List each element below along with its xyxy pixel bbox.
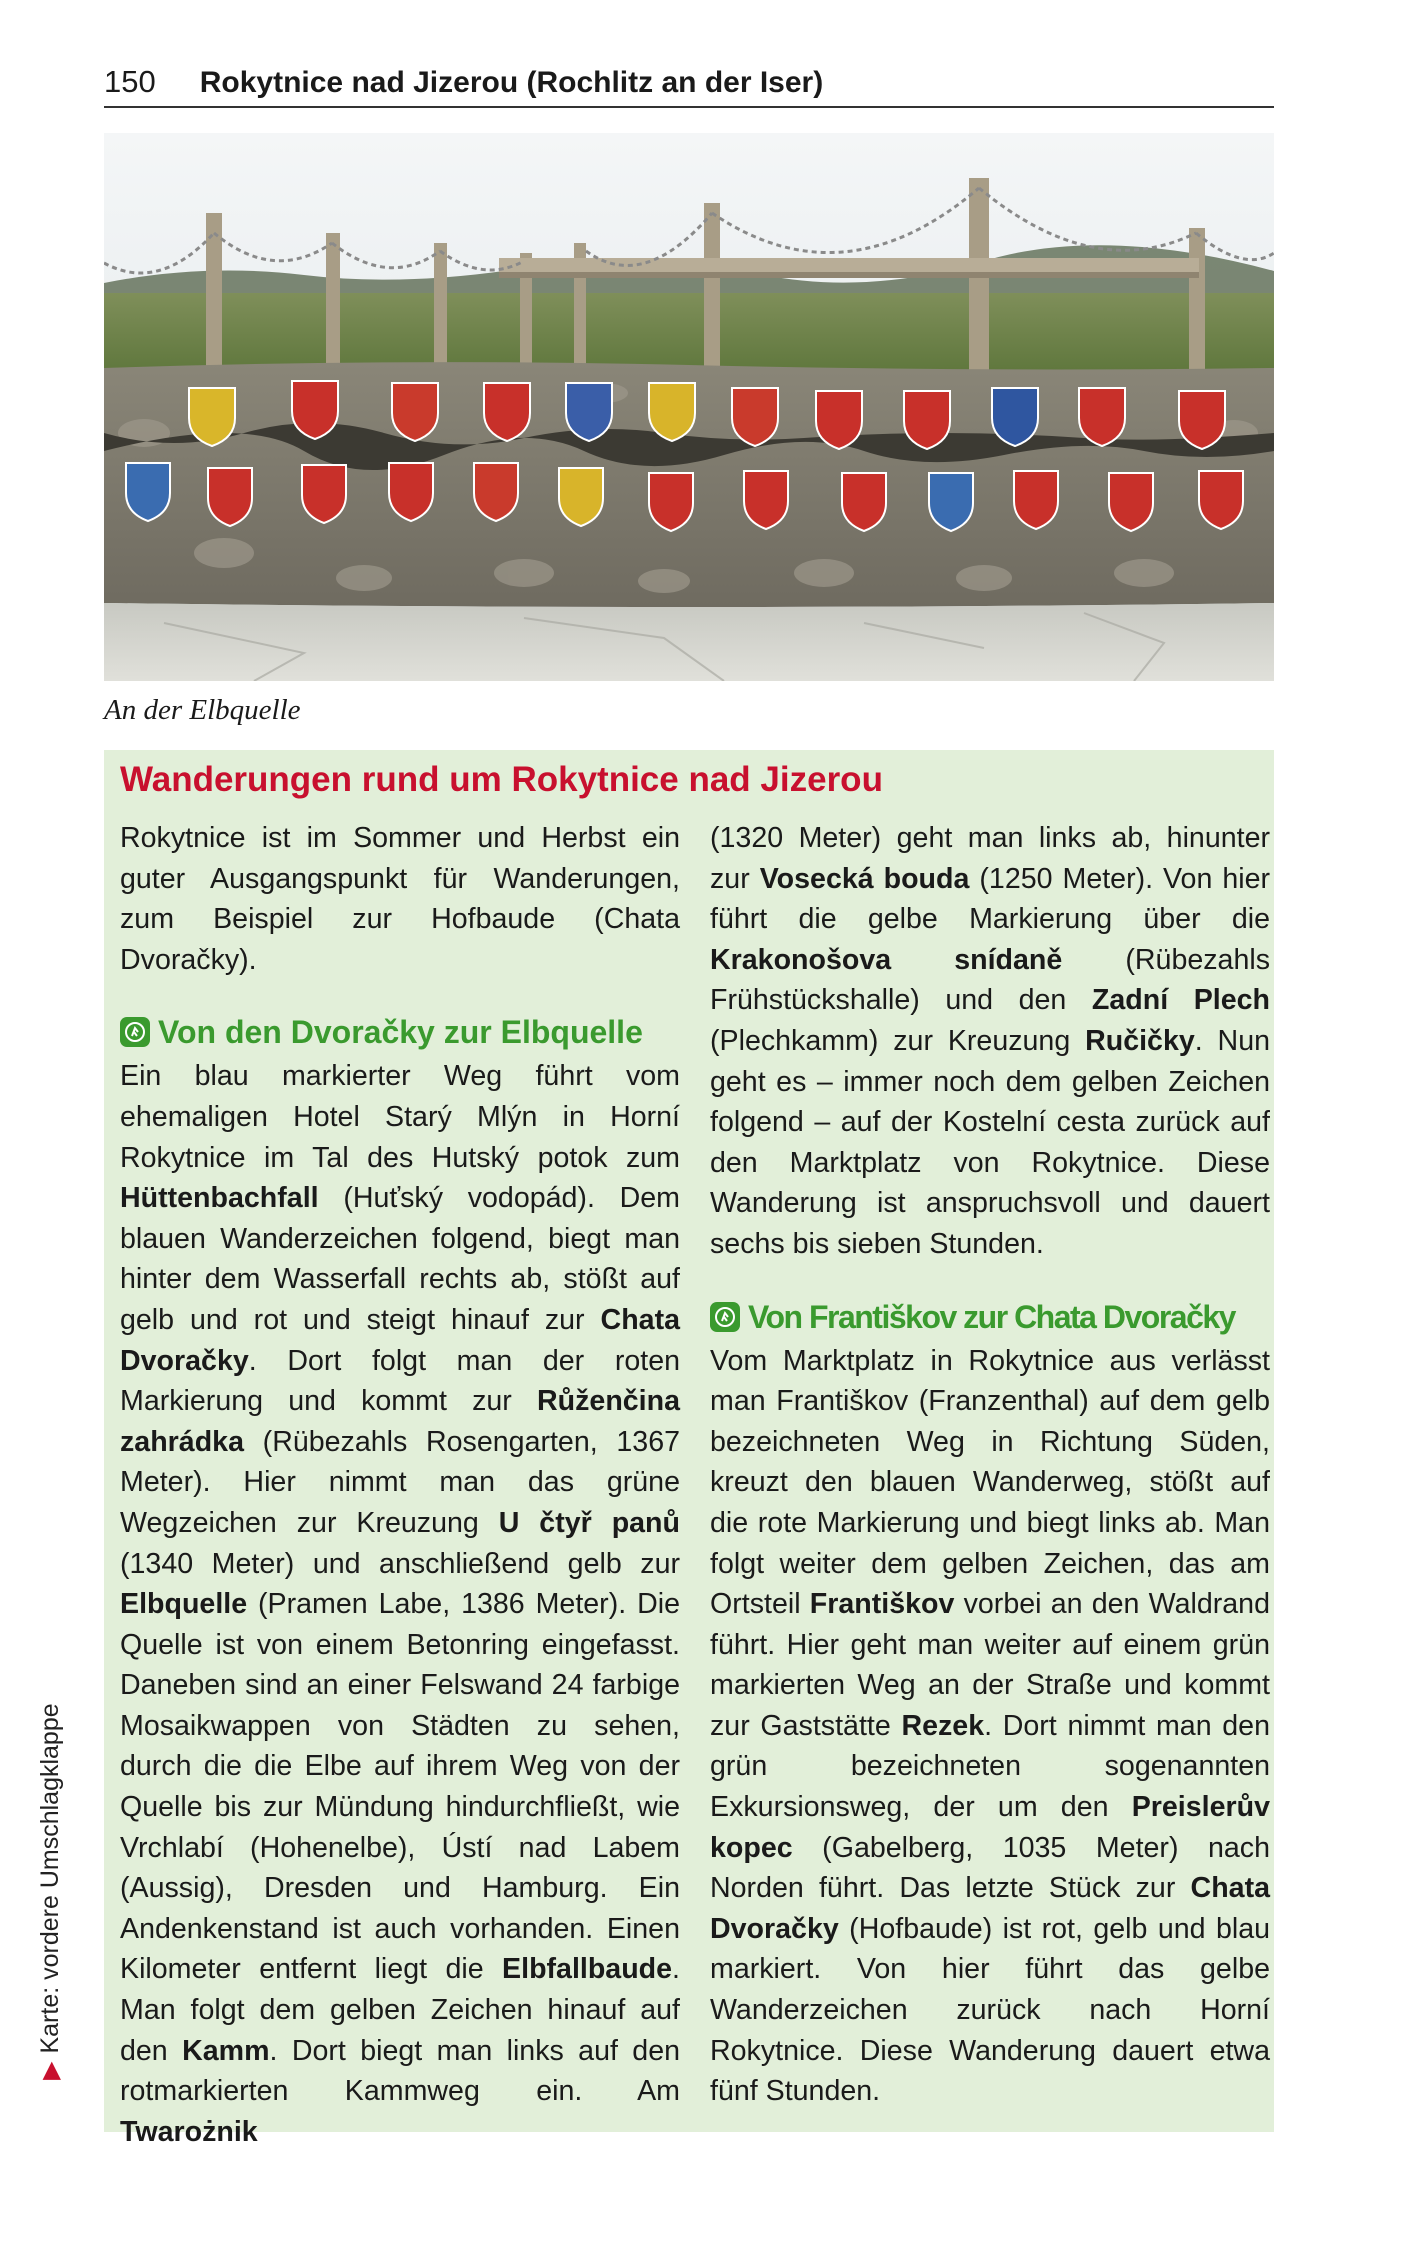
intro-paragraph: Rokytnice ist im Sommer und Herbst ein guter Ausgangspunkt für Wanderungen, zum Beispiel zur Hofbaude (Chata Dvoračky).	[120, 822, 680, 976]
triangle-right-icon: ▶	[36, 2061, 64, 2080]
elbquelle-photo	[104, 133, 1274, 681]
map-reference-label: Karte: vordere Umschlagklappe	[35, 1703, 64, 2054]
route2-heading	[710, 1295, 1270, 1339]
box-title: Wanderungen rund um Rokytnice nad Jizerou	[120, 760, 883, 799]
running-header	[104, 62, 1274, 108]
column-left	[120, 818, 680, 2152]
route2-title: Von Františkov zur Chata Dvoračky	[748, 1298, 1235, 1335]
page-number: 150	[104, 64, 156, 99]
map-reference	[30, 1700, 70, 2080]
route1-text-continued: (1320 Meter) geht man links ab, hinunter zur Vosecká bouda (1250 Meter). Von hier führt die gelbe Markierung über die Krakonošova snídaně (Rübezahls Frühstückshalle) und den Zadní Plech (Plechkamm) zur Kreuzung Ručičky. Nun geht es – immer noch dem gelben Zeichen folgend – auf der Kostelní cesta zurück auf den Marktplatz von Rokytnice. Diese Wanderung ist anspruchsvoll und dauert sechs bis sieben Stunden.	[710, 822, 1271, 1260]
hiking-icon	[710, 1302, 740, 1332]
photo-caption: An der Elbquelle	[104, 694, 301, 726]
route1-title: Von den Dvoračky zur Elbquelle	[158, 1014, 643, 1051]
info-box	[104, 750, 1274, 2148]
route1-text: Ein blau markierter Weg führt vom ehemaligen Hotel Starý Mlýn in Horní Rokytnice im Tal des Hutský potok zum Hüttenbachfall (Huťský vodopád). Dem blauen Wanderzeichen folgend, biegt man hinter dem Wasserfall rechts ab, stößt auf gelb und rot und steigt hinauf zur Chata Dvoračky. Dort folgt man der roten Markierung und kommt zur Růženčina zahrádka (Rübezahls Rosengarten, 1367 Meter). Hier nimmt man das grüne Wegzeichen zur Kreuzung U čtyř panů (1340 Meter) und anschließend gelb zur Elbquelle (Pramen Labe, 1386 Meter). Die Quelle ist von einem Betonring eingefasst. Daneben sind an einer Felswand 24 farbige Mosaikwappen von Städten zu sehen, durch die die Elbe auf ihrem Weg von der Quelle bis zur Mündung hindurchfließt, wie Vrchlabí (Hohenelbe), Ústí nad Labem (Aussig), Dresden und Hamburg. Ein Andenkenstand ist auch vorhanden. Einen Kilometer entfernt liegt die Elbfallbaude. Man folgt dem gelben Zeichen hinauf auf den Kamm. Dort biegt man links auf den rotmarkierten Kammweg ein. Am Twarożnik	[120, 1060, 680, 2148]
route2-text: Vom Marktplatz in Rokytnice aus verlässt man Františkov (Franzenthal) auf dem gelb bezeichneten Weg in Richtung Süden, kreuzt den blauen Wanderweg, stößt auf die rote Markierung und biegt links ab. Man folgt weiter dem gelben Zeichen, das am Ortsteil Františkov vorbei an den Waldrand führt. Hier geht man weiter auf einem grün markierten Weg an der Straße und kommt zur Gaststätte Rezek. Dort nimmt man den grün bezeichneten sogenannten Exkursionsweg, der um den Preislerův kopec (Gabelberg, 1035 Meter) nach Norden führt. Das letzte Stück zur Chata Dvoračky (Hofbaude) ist rot, gelb und blau markiert. Von hier führt das gelbe Wanderzeichen zurück nach Horní Rokytnice. Diese Wanderung dauert etwa fünf Stunden.	[710, 1344, 1270, 2108]
running-title: Rokytnice nad Jizerou (Rochlitz an der Iser)	[199, 66, 824, 99]
hiking-icon	[120, 1017, 150, 1047]
route1-heading	[120, 1010, 680, 1054]
column-right	[710, 818, 1270, 2112]
